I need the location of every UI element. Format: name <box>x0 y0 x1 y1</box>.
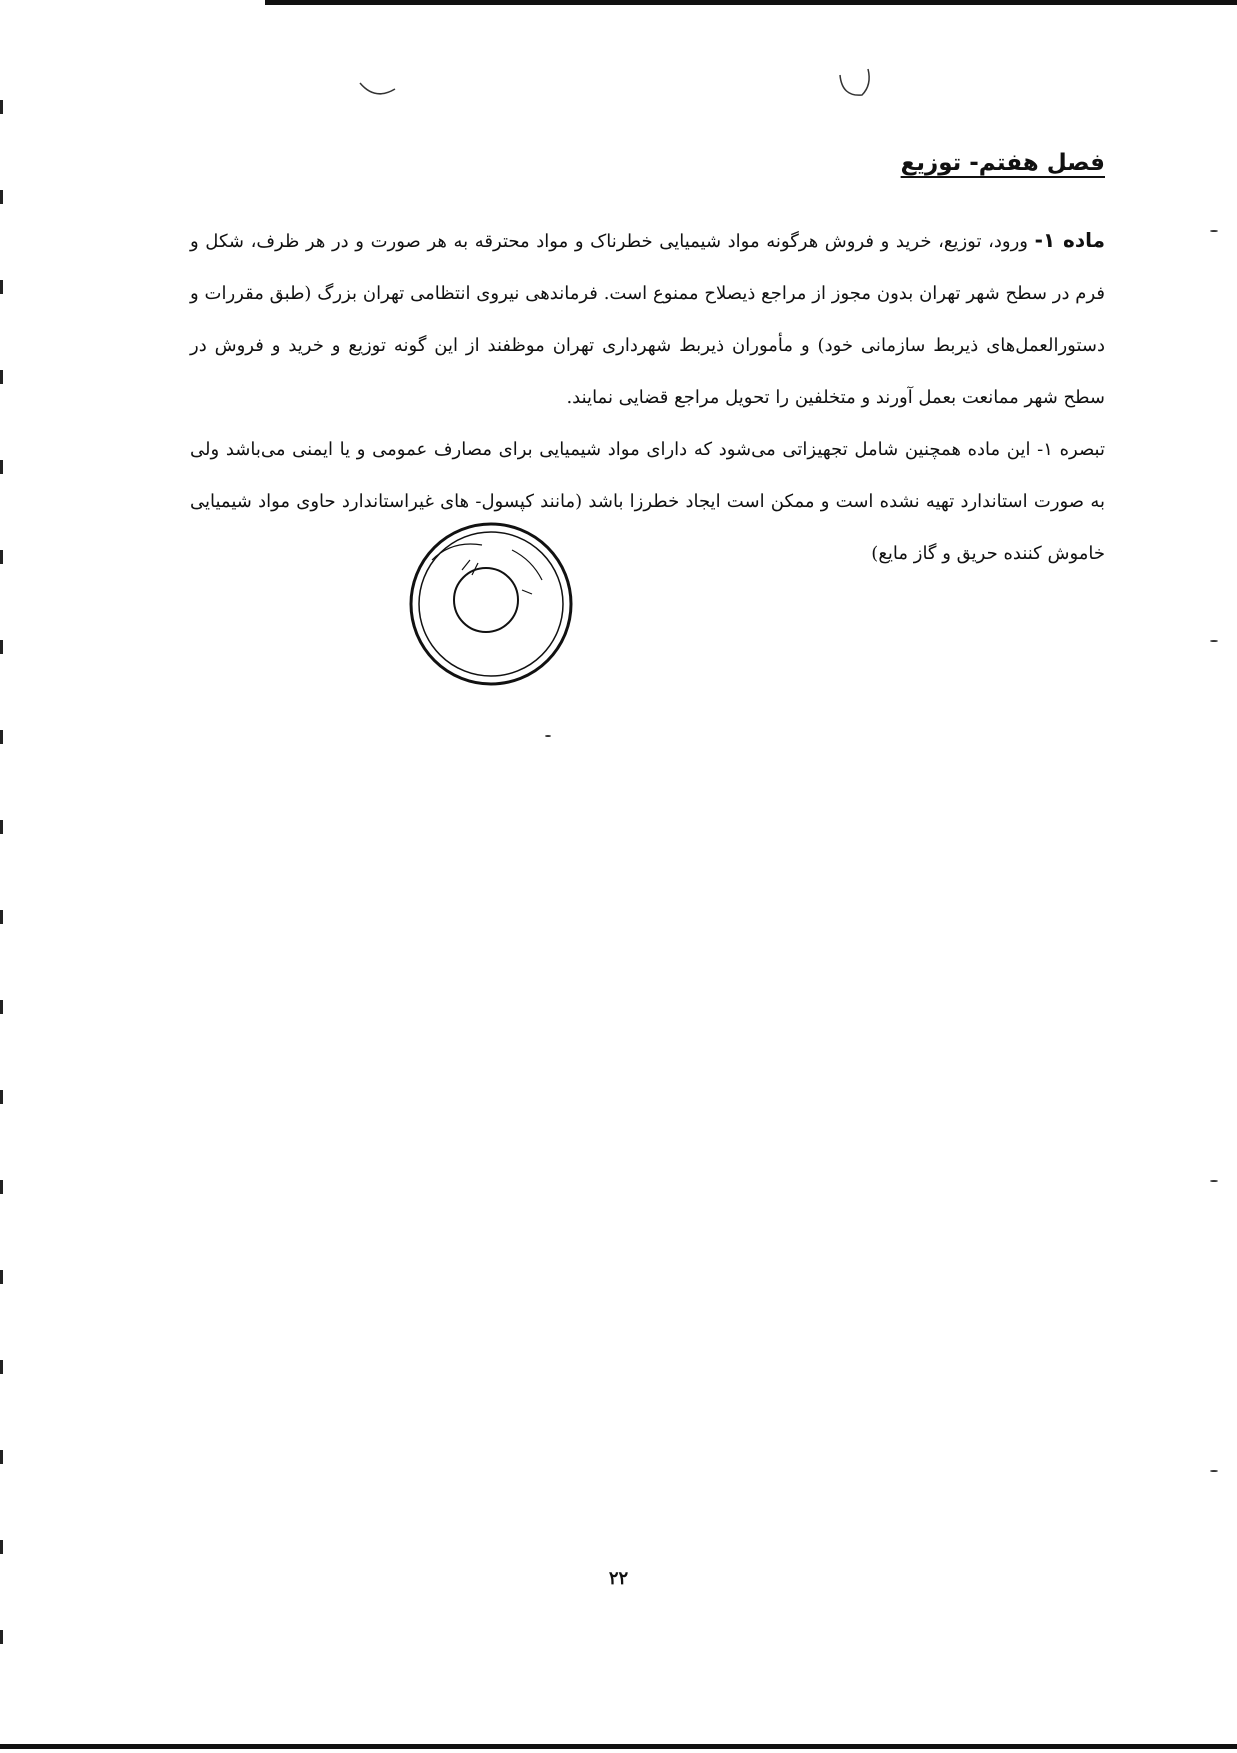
scan-border-top <box>265 0 1237 5</box>
scan-mark <box>355 75 405 105</box>
chapter-title: فصل هفتم- توزیع <box>900 150 1105 176</box>
scan-speck <box>545 735 551 737</box>
article-text: ورود، توزیع، خرید و فروش هرگونه مواد شیمیایی خطرناک و مواد محترقه به هر صورت و در هر ظرف، شکل و فرم در سطح شهر تهران بدون مجوز از مراجع ذیصلاح ممنوع است. فرماندهی نیروی انتظامی تهران بزرگ (طبق مقررات و دستورالعمل‌های ذیربط سازمانی خود) و مأموران ذیربط شهرداری تهران موظفند از این گونه توزیع و خرید و فروش در سطح شهر ممانعت بعمل آورند و متخلفین را تحویل مراجع قضایی نمایند. <box>190 231 1105 408</box>
article-1 <box>190 214 1105 424</box>
document-page <box>190 150 1105 580</box>
scan-speck <box>1210 640 1218 642</box>
scan-speck <box>1210 1180 1218 1182</box>
article-label: ماده ۱- <box>1034 228 1105 252</box>
scan-speck <box>1210 1470 1218 1472</box>
scan-speck <box>1210 230 1218 232</box>
official-seal-stamp <box>402 520 580 688</box>
scan-edge-marks <box>0 100 3 1700</box>
scan-mark <box>830 55 880 105</box>
page-number: ۲۲ <box>608 1568 629 1589</box>
scan-border-bottom <box>0 1744 1237 1749</box>
note-1: تبصره ۱- این ماده همچنین شامل تجهیزاتی می‌شود که دارای مواد شیمیایی برای مصارف عمومی و یا ایمنی می‌باشد ولی به صورت استاندارد تهیه نشده است و ممکن است ایجاد خطرزا باشد (مانند کپسول- های غیراستاندارد حاوی مواد شیمیایی خاموش کننده حریق و گاز مایع) <box>190 439 1106 564</box>
